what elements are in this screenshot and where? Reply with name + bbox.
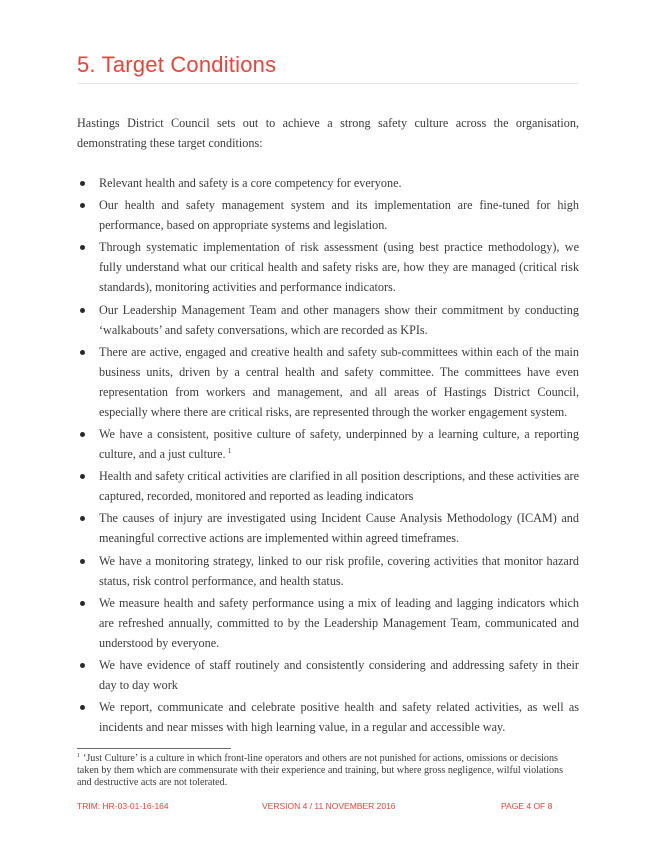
list-item-text: Health and safety critical activities are clarified in all position descriptions, and these activities are captured, recorded, monitored and reported as leading indicators — [99, 469, 579, 504]
bullet-icon — [80, 308, 85, 313]
list-item — [77, 466, 579, 506]
target-conditions-list — [77, 173, 579, 739]
list-item-text: We have a monitoring strategy, linked to our risk profile, covering activities that monitor hazard status, risk control performance, and health status. — [99, 553, 579, 588]
bullet-icon — [80, 245, 85, 250]
intro-paragraph: Hastings District Council sets out to achieve a strong safety culture across the organisation, demonstrating these target conditions: — [77, 116, 579, 150]
footnote-number: 1 — [77, 753, 80, 759]
section-heading: 5. Target Conditions — [77, 52, 277, 77]
bullet-icon — [80, 181, 85, 186]
list-item-text: Through systematic implementation of risk assessment (using best practice methodology), we fully understand what our critical health and safety risks are, how they are managed (critical risk standards), monitoring activities and performance indicators. — [99, 240, 579, 295]
bullet-icon — [80, 601, 85, 606]
list-item-text: Our health and safety management system and its implementation are fine-tuned for high performance, based on appropriate systems and legislation. — [99, 198, 579, 233]
list-item — [77, 593, 579, 653]
bullet-icon — [80, 705, 85, 710]
bullet-icon — [80, 350, 85, 355]
list-item-text: Our Leadership Management Team and other managers show their commitment by conducting ‘walkabouts’ and safety conversations, which are recorded as KPIs. — [99, 302, 579, 337]
list-item-text: We have evidence of staff routinely and consistently considering and addressing safety in their day to day work — [99, 657, 579, 692]
list-item-text: We measure health and safety performance using a mix of leading and lagging indicators which are refreshed annually, committed to by the Leadership Management Team, communicated and understood by everyone. — [99, 595, 579, 650]
list-item — [77, 655, 579, 695]
heading-divider — [77, 83, 579, 84]
list-item-text: The causes of injury are investigated using Incident Cause Analysis Methodology (ICAM) and meaningful corrective actions are implemented within agreed timeframes. — [99, 511, 579, 546]
list-item — [77, 195, 579, 235]
list-item — [77, 237, 579, 297]
footer-version: VERSION 4 / 11 NOVEMBER 2016 — [262, 801, 396, 811]
footer-trim-reference: TRIM: HR-03-01-16-164 — [77, 801, 169, 811]
list-item — [77, 551, 579, 591]
list-item — [77, 697, 579, 737]
bullet-icon — [80, 432, 85, 437]
list-item-text: We report, communicate and celebrate positive health and safety related activities, as well as incidents and near misses with high learning value, in a regular and accessible way. — [99, 700, 579, 735]
footnote — [77, 753, 579, 790]
bullet-icon — [80, 474, 85, 479]
list-item — [77, 424, 579, 464]
bullet-icon — [80, 559, 85, 564]
bullet-icon — [80, 663, 85, 668]
footnote-reference[interactable]: 1 — [227, 445, 232, 455]
footer-page-number: PAGE 4 OF 8 — [501, 801, 553, 811]
list-item — [77, 173, 579, 193]
list-item — [77, 300, 579, 340]
footnote-divider — [77, 748, 231, 749]
bullet-icon — [80, 516, 85, 521]
list-item-text: There are active, engaged and creative health and safety sub-committees within each of the main business units, driven by a central health and safety committee. The committees have even representation from workers and management, and all areas of Hastings District Council, especially where there are critical risks, are represented through the worker engagement system. — [99, 344, 579, 419]
list-item — [77, 508, 579, 548]
list-item — [77, 342, 579, 422]
footnote-text: ‘Just Culture’ is a culture in which front-line operators and others are not punished for actions, omissions or decisions taken by them which are commensurate with their experience and training, but where gross negligence, wilful violations and destructive acts are not tolerated. — [77, 753, 564, 789]
list-item-text: We have a consistent, positive culture of safety, underpinned by a learning culture, a reporting culture, and a just culture. — [99, 426, 579, 461]
bullet-icon — [80, 203, 85, 208]
list-item-text: Relevant health and safety is a core competency for everyone. — [99, 176, 402, 190]
